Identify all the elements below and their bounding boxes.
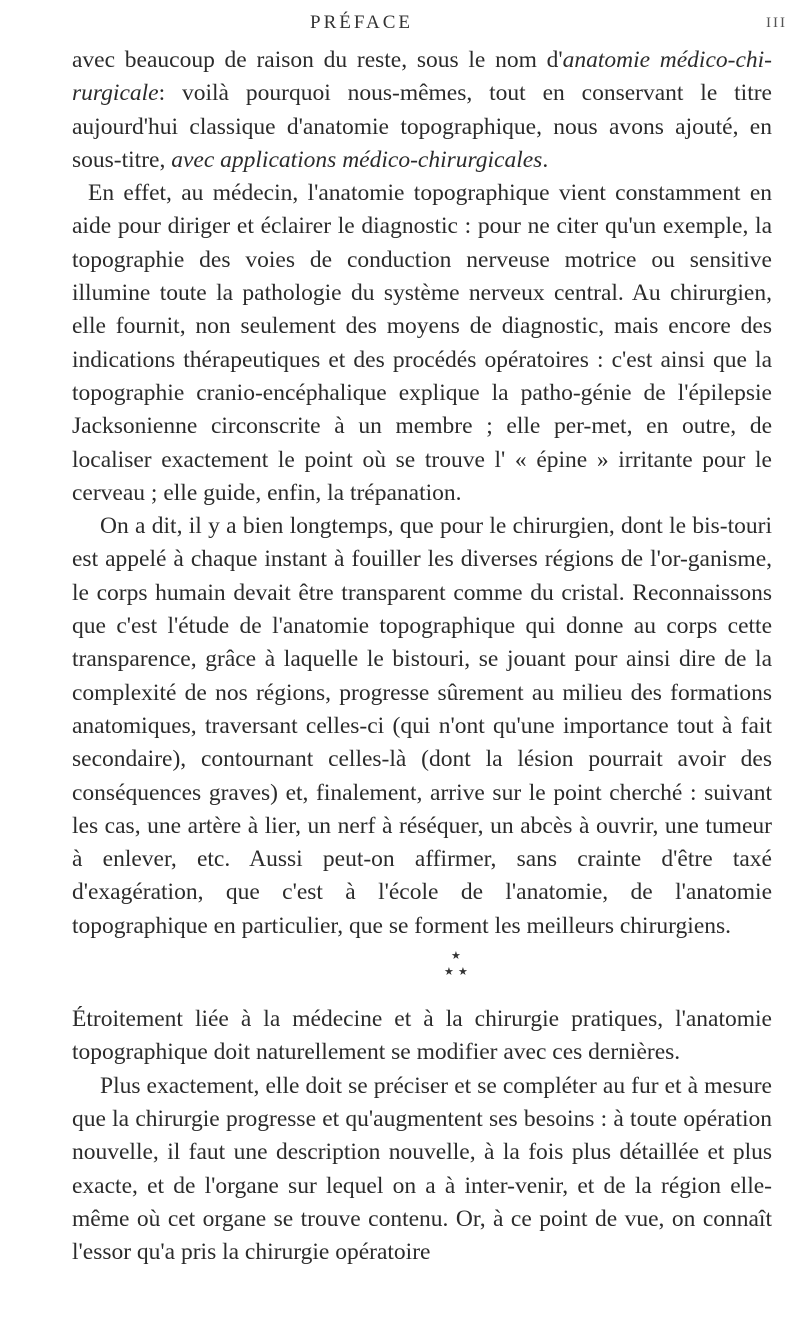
page-number: III <box>766 15 787 31</box>
running-head <box>0 12 801 36</box>
separator-star-icon: ★ <box>458 966 468 979</box>
running-title: PRÉFACE <box>310 12 414 33</box>
separator-star-icon: ★ <box>451 950 461 963</box>
section-separator <box>72 943 772 1003</box>
paragraph-2: En effet, au médecin, l'anatomie topographique vient constamment en aide pour diriger et éclairer le diagnostic : pour ne citer qu'un exemple, la topographie des voies de conduction nerveuse motrice ou sensitive illumine toute la pathologie du système nerveux central. Au chirurgien, elle fournit, non seulement des moyens de diagnostic, mais encore des indications thérapeutiques et des procédés opératoires : c'est ainsi que la topographie cranio-encéphalique explique la patho-génie de l'épilepsie Jacksonienne circonscrite à un membre ; elle per-met, en outre, de localiser exactement le point où se trouve l' « épine » irritante pour le cerveau ; elle guide, enfin, la trépanation. <box>72 180 772 506</box>
paragraph-4: Étroitement liée à la médecine et à la chirurgie pratiques, l'anatomie topographique doit naturellement se modifier avec ces dernières. <box>72 1006 772 1066</box>
body-text <box>72 44 772 1269</box>
separator-star-icon: ★ <box>444 966 454 979</box>
para1-text-middle: : voilà pourquoi nous-mêmes, tout en conservant le titre aujourd'hui classique d'anatomie topographique, nous avons ajouté, en sous-titre, <box>72 80 772 173</box>
paragraph-1 <box>72 44 772 177</box>
paragraph-5: Plus exactement, elle doit se préciser et se compléter au fur et à mesure que la chirurgie progresse et qu'augmentent ses besoins : à toute opération nouvelle, il faut une description nouvelle, à la fois plus détaillée et plus exacte, et de l'organe sur lequel on a à inter-venir, et de la région elle-même où cet organe se trouve contenu. Or, à ce point de vue, on connaît l'essor qu'a pris la chirurgie opératoire <box>72 1072 772 1266</box>
para1-text-end: . <box>542 146 549 173</box>
paragraph-3: On a dit, il y a bien longtemps, que pour le chirurgien, dont le bis-touri est appelé à chaque instant à fouiller les diverses régions de l'or-ganisme, le corps humain devait être transparent comme du cristal. Reconnaissons que c'est l'étude de l'anatomie topographique qui donne au corps cette transparence, grâce à laquelle le bistouri, se jouant pour ainsi dire de la complexité de nos régions, progresse sûrement au milieu des formations anatomiques, traversant celles-ci (qui n'ont qu'une importance tout à fait secondaire), contournant celles-là (dont la lésion pourrait avoir des conséquences graves) et, finalement, arrive sur le point cherché : suivant les cas, une artère à lier, un nerf à réséquer, un abcès à ouvrir, une tumeur à enlever, etc. Aussi peut-on affirmer, sans crainte d'être taxé d'exagération, que c'est à l'école de l'anatomie, de l'anatomie topographique en particulier, que se forment les meilleurs chirurgiens. <box>72 513 772 939</box>
para1-italic-subtitle: avec applications médico-chirurgicales <box>171 146 543 173</box>
para1-italic-term: anatomie médico-chi-rurgicale <box>72 47 772 107</box>
para1-text: avec beaucoup de raison du reste, sous le nom d' <box>72 47 563 73</box>
